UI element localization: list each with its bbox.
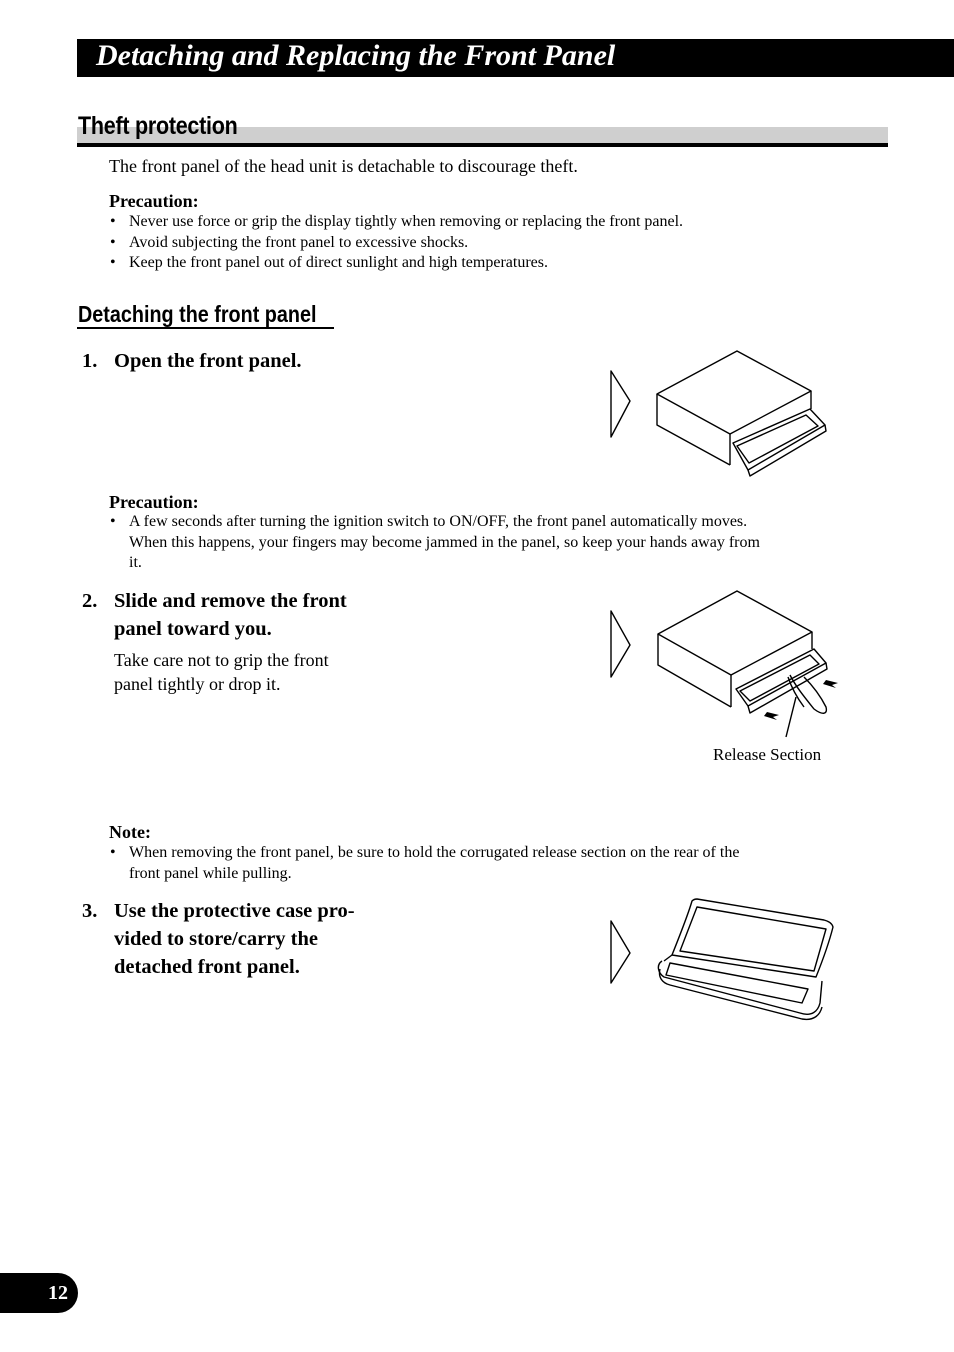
step-3: [77, 897, 497, 987]
figure-protective-case: [600, 895, 845, 1025]
section-title: Theft protection: [78, 112, 238, 140]
step-text-line: Use the protective case pro-: [114, 900, 355, 922]
precaution-label: Precaution:: [109, 191, 199, 211]
step-2: [77, 587, 497, 647]
step-number: 1.: [82, 350, 98, 372]
step-text: [114, 587, 347, 643]
note-list: [110, 843, 870, 884]
precaution-item: [110, 512, 870, 574]
section-intro: The front panel of the head unit is detachable to discourage theft.: [109, 156, 578, 176]
step-description: [114, 648, 329, 696]
precaution-item: • Never use force or grip the display tightly when removing or replacing the front panel.: [110, 212, 870, 233]
step-text-line: vided to store/carry the: [114, 928, 318, 950]
precaution-line: it.: [129, 554, 142, 571]
step-description-line: panel tightly or drop it.: [114, 674, 281, 694]
precaution-item: • Keep the front panel out of direct sunlight and high temperatures.: [110, 253, 870, 274]
figure-open-panel: [600, 345, 840, 480]
figure-remove-panel: [600, 585, 850, 745]
precaution-list: [110, 512, 870, 574]
subsection-underline: [77, 327, 334, 329]
precaution-list: [110, 212, 870, 274]
chapter-title: Detaching and Replacing the Front Panel: [96, 39, 616, 72]
precaution-item: • Avoid subjecting the front panel to excessive shocks.: [110, 233, 870, 254]
step-text-line: Slide and remove the front: [114, 590, 347, 612]
precaution-line: When this happens, your fingers may become jammed in the panel, so keep your hands away from: [129, 533, 760, 551]
step-arrow-icon: [611, 611, 630, 677]
step-1: [77, 347, 497, 377]
step-description-line: Take care not to grip the front: [114, 650, 329, 670]
step-arrow-icon: [611, 921, 630, 983]
step-text-line: detached front panel.: [114, 956, 300, 978]
step-text: [114, 897, 355, 981]
note-line: When removing the front panel, be sure to hold the corrugated release section on the rear of the: [129, 844, 740, 861]
note-label: Note:: [109, 822, 151, 842]
section-header-rule: [77, 143, 888, 147]
note-line: front panel while pulling.: [129, 864, 292, 882]
page-number: 12: [48, 1282, 68, 1304]
subsection-title: Detaching the front panel: [78, 301, 317, 327]
step-text: Open the front panel.: [114, 350, 302, 372]
pull-arrow-icon: [764, 680, 838, 720]
precaution-label: Precaution:: [109, 492, 199, 512]
note-item: [110, 843, 870, 884]
figure-caption: Release Section: [713, 745, 822, 764]
step-text-line: panel toward you.: [114, 618, 272, 640]
step-number: 3.: [82, 900, 98, 922]
precaution-line: A few seconds after turning the ignition switch to ON/OFF, the front panel automatically moves.: [129, 513, 748, 530]
step-number: 2.: [82, 590, 98, 612]
step-arrow-icon: [611, 371, 630, 437]
